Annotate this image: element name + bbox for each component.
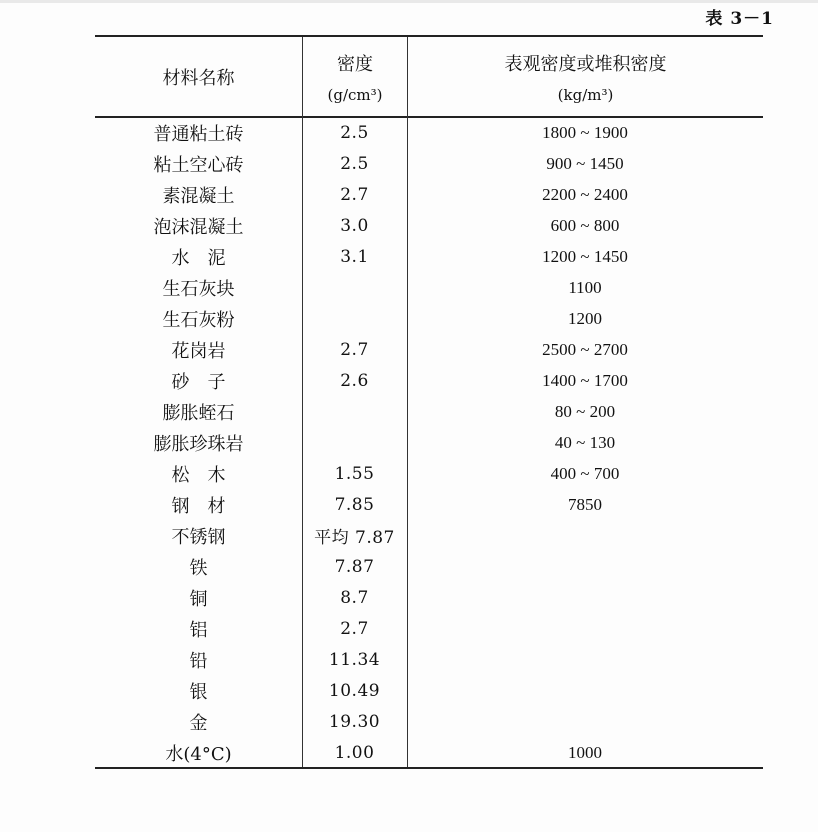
cell-bulk-density: 80 ~ 200 [554,401,616,421]
table-row [95,117,763,148]
header-bulk-unit: (kg/m³) [557,85,614,104]
cell-density: 8.7 [340,587,369,608]
cell-bulk-density: 2200 ~ 2400 [542,184,628,204]
cell-density [302,427,407,458]
cell-density: 3.1 [340,246,369,267]
cell-bulk-density: 1200 ~ 1450 [542,246,628,266]
cell-material: 粘土空心砖 [153,154,244,176]
cell-density: 7.85 [334,494,375,515]
table-row [95,272,763,303]
cell-bulk-density: 1800 ~ 1900 [542,122,628,142]
table-body [95,117,763,768]
table-row [95,210,763,241]
cell-density: 2.5 [340,153,369,174]
table-row [95,582,763,613]
table-row [95,737,763,768]
cell-density [302,396,407,427]
cell-material: 膨胀珍珠岩 [153,433,244,455]
cell-material: 钢 材 [171,495,226,517]
cell-bulk-density: 2500 ~ 2700 [542,339,628,359]
cell-material: 普通粘土砖 [153,123,244,145]
cell-density: 10.49 [328,680,381,701]
cell-material: 砂 子 [171,371,226,393]
cell-bulk-density [407,675,763,706]
table-row [95,179,763,210]
cell-density: 2.7 [340,184,369,205]
cell-material: 水(4°C) [165,743,232,765]
header-density-unit: (g/cm³) [327,85,383,104]
cell-bulk-density: 600 ~ 800 [550,215,620,235]
table-row [95,613,763,644]
cell-material: 花岗岩 [171,340,226,362]
cell-bulk-density [407,613,763,644]
cell-bulk-density [407,644,763,675]
header-bulk-label: 表观密度或堆积密度 [504,53,667,75]
cell-density: 3.0 [340,215,369,236]
cell-density: 1.00 [334,742,375,763]
cell-density: 2.5 [340,122,369,143]
table-row [95,551,763,582]
table-row [95,148,763,179]
table-row [95,489,763,520]
cell-density [302,272,407,303]
cell-material: 铁 [189,557,208,579]
table-caption: 表 3－1 [705,9,774,29]
cell-density: 平均 7.87 [314,528,395,548]
cell-material: 素混凝土 [162,185,235,207]
cell-bulk-density: 40 ~ 130 [554,432,616,452]
cell-bulk-density [407,551,763,582]
cell-density: 2.6 [340,370,369,391]
cell-material: 铅 [189,650,208,672]
table-row [95,644,763,675]
cell-material: 膨胀蛭石 [162,402,235,424]
table-row [95,520,763,551]
table-row [95,396,763,427]
cell-material: 铜 [189,588,208,610]
header-material-name [95,37,302,116]
header-material-label: 材料名称 [162,67,235,89]
cell-material: 松 木 [171,464,226,486]
cell-density: 1.55 [334,463,375,484]
cell-bulk-density [407,706,763,737]
table-row [95,241,763,272]
table-row [95,365,763,396]
cell-material: 不锈钢 [171,526,226,548]
cell-bulk-density [407,520,763,551]
header-density-label: 密度 [337,53,373,75]
cell-density: 2.7 [340,339,369,360]
cell-material: 银 [189,681,208,703]
cell-bulk-density [407,582,763,613]
cell-bulk-density: 1400 ~ 1700 [542,370,628,390]
cell-bulk-density: 900 ~ 1450 [546,153,624,173]
page-top-edge [0,0,818,3]
cell-bulk-density: 400 ~ 700 [550,463,620,483]
cell-bulk-density: 7850 [568,494,602,514]
header-bulk-density [408,37,763,116]
cell-material: 生石灰粉 [162,309,235,331]
table-row [95,334,763,365]
cell-density: 11.34 [328,649,381,670]
table-row [95,675,763,706]
cell-material: 泡沫混凝土 [153,216,244,238]
cell-material: 水 泥 [171,247,226,269]
cell-material: 金 [189,712,208,734]
header-density [303,37,407,116]
cell-density: 2.7 [340,618,369,639]
cell-bulk-density: 1100 [568,277,602,297]
cell-bulk-density: 1000 [568,742,602,762]
cell-bulk-density: 1200 [568,308,602,328]
cell-material: 铝 [189,619,208,641]
table-row [95,303,763,334]
table-row [95,458,763,489]
table-row [95,706,763,737]
cell-density: 7.87 [334,556,375,577]
cell-material: 生石灰块 [162,278,235,300]
cell-density: 19.30 [328,711,381,732]
cell-density [302,303,407,334]
table-row [95,427,763,458]
